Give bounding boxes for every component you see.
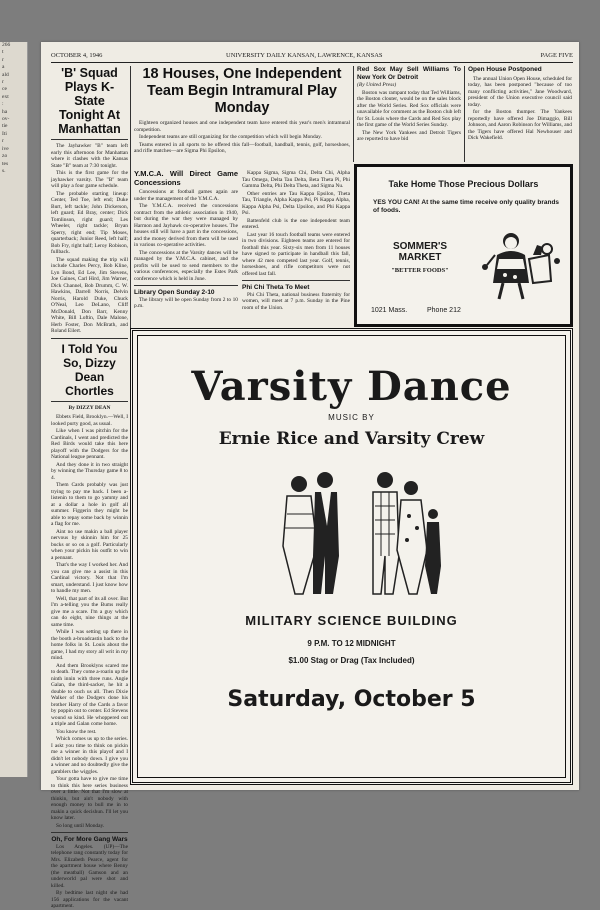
article-paragraph: Eighteen organized houses and one independent team have entered this year's men's intramural competition.: [134, 120, 350, 133]
ad-music-by: MUSIC BY: [328, 413, 375, 422]
column-open-house: [468, 66, 572, 162]
headline-dizzy-dean: I Told You So, Dizzy Dean Chortles: [61, 341, 118, 398]
varsity-dance-ad: [130, 328, 573, 785]
prev-page-text-fragment: s.: [2, 167, 6, 174]
article-paragraph: The library will be open Sunday from 2 to 10 p.m.: [134, 296, 238, 309]
column-red-sox: [357, 66, 461, 162]
ad-date: Saturday, October 5: [227, 687, 476, 712]
prev-page-text-fragment: 266: [2, 42, 11, 48]
article-paragraph: for the Boston thumper. The Yankees reportedly have offered Joe Dimaggio, Bill Johnson, and Aaron Robinson for Williams, and the Tigers have offered Hal Newhouser and Dick Wakefield.: [468, 109, 572, 141]
prev-page-text-fragment: r: [2, 56, 4, 63]
column-rule: [130, 66, 131, 328]
prev-page-text-fragment: :: [2, 101, 4, 108]
article-paragraph: That's the way I worked her. And you can give me a assist in this Cardinal victory. Not that I'm smart, understand. I just know how to handle my men.: [51, 562, 128, 594]
header-page-number: PAGE FIVE: [540, 52, 573, 59]
article-paragraph: Which comes us up to the series. I askt you time to think on pickin me a winner in this playof and I didn't let nobody down. I give you a winner and no doubtedly give the gamblers the wiggles.: [51, 736, 128, 775]
article-paragraph: Your gotta have to give me time to think this here series business over a little. Not that I'm slow at thinkin, but ain't nobody with enough money to bull me in to makin a quick decishun. I'll let you know later.: [51, 776, 128, 821]
prev-page-text-fragment: tes: [2, 160, 9, 167]
prev-page-text-fragment: a: [2, 64, 5, 71]
article-paragraph: Last year 16 touch football teams were entered in two divisions. Eighteen teams are entered for football this year. Sixty-six men from 11 houses have signed to participate in handball this fall, where 42 men competed last year. Golf, tennis, horseshoes, and rifle competitors were not offered last fall.: [242, 231, 350, 277]
article-paragraph: The concessions at the Varsity dances will be managed by the Y.M.C.A. cabinet, and the profits will be used to send members to the various conferences, especially the Estes Park conference which is held in June.: [134, 249, 238, 282]
headline-phi-chi-theta: Phi Chi Theta To Meet: [242, 284, 310, 291]
article-paragraph: Well, that part of its all over. But I'm a-telling you the Bums really give me a scare. I'm a guy which can do eight, nine things at the same time.: [51, 595, 128, 628]
newspaper-page: [41, 42, 579, 909]
prev-page-text-fragment: ext: [2, 93, 9, 100]
ad-market-name: SOMMER'S MARKET: [392, 241, 448, 263]
page-header: [51, 52, 573, 63]
column-rule: [353, 66, 354, 162]
headline-library: Library Open Sunday 2-10: [134, 289, 215, 296]
article-paragraph: The Jayhawker "B" team left early this afternoon for Manhattan where it clashes with the Kansas State "B" team at 7:30 tonight.: [51, 143, 128, 169]
ad-dance-title: Varsity Dance: [191, 363, 512, 410]
intramural-story: [134, 66, 350, 156]
prev-page-text-fragment: ive: [2, 145, 9, 152]
ad-band-name: Ernie Rice and Varsity Crew: [218, 429, 485, 449]
article-paragraph: By bedtime last night she had 156 applications for the vacant apartment.: [51, 890, 128, 909]
byline-united-press: (By United Press): [357, 82, 397, 88]
article-paragraph: Them Cards probably was just trying to pay me back. I been a-listenin to them to go yammy and at a dollar a hole in golf all summer. Figgerin they might be able to repay some back by winnin a flag for me.: [51, 482, 128, 527]
prev-page-text-fragment: ov-: [2, 116, 10, 123]
article-paragraph: You know the rest.: [56, 728, 97, 735]
prev-page-text-fragment: t: [2, 49, 4, 56]
ad-time: 9 P.M. TO 12 MIDNIGHT: [307, 639, 396, 648]
prev-page-text-fragment: zo: [2, 153, 8, 160]
article-paragraph: The Y.M.C.A. received the concessions contract from the athletic association in 1940, but during the war they were managed by Harmon and Jayhawk co-operative houses. The houses still will have a part in the concessions, and the money derived from them will be used in various co-operative activities.: [134, 203, 238, 248]
header-date: OCTOBER 4, 1946: [51, 52, 103, 59]
article-paragraph: Boston was rampant today that Ted Williams, the Boston clouter, would be on the sales block after the World Series. Red Sox officials were unavailable for comment as the Boston club left for St. Louis where the Cards and Red Sox play the first game of the World Series Sunday.: [357, 89, 461, 128]
article-paragraph: Phi Chi Theta, national business fraternity for women, will meet at 7 p.m. Sunday in the Pine room of the Union.: [242, 291, 350, 311]
article-paragraph: And they done it in two straight by winning the Thursday game 8 to 4.: [51, 461, 128, 481]
article-paragraph: Aint no use makin a ball player nervous by skinnin him for 25 bucks or so on a golf. Particularly when your pickin his outfit to win a pennant.: [51, 528, 128, 561]
ad-market-slogan: YES YOU CAN! At the same time receive only quality brands of foods.: [373, 199, 560, 214]
article-paragraph: Los Angeles. (UP)—The telephone rang constantly today for Mrs. Elizabeth Pearce, agent for the apartment house where Benny (the meatball) Gamson and an underworld pal were shot and killed.: [51, 843, 128, 889]
headline-ymca: Y.M.C.A. Will Direct Game Concessions: [134, 169, 238, 187]
article-paragraph: Other entries are Tau Kappa Epsilon, Theta Tau, Triangle, Alpha Kappa Psi, Pi Kappa Alpha, Kappa Alpha Psi, Delta Upsilon, and Phi Kappa Psi.: [242, 190, 350, 216]
article-paragraph: Ebbets Field, Brooklyn.—Well, I looked purty good, as usual.: [51, 414, 128, 427]
prev-page-text-fragment: r: [2, 138, 4, 145]
article-paragraph: The New York Yankees and Detroit Tigers are reported to have bid: [357, 129, 461, 142]
column-ymca: [134, 170, 238, 326]
prev-page-text-fragment: ald: [2, 71, 9, 78]
article-paragraph: The probable starting lineup: Center, Ted Toe, left end; Duke Burt, left tackle; John Dickerson, left guard; Ed Bray, center; Dick Tomlinson, right guard; Les Wheeler, right tackle; Bryan Sperry, right end; Tip Moses, quarterback; Junior Reed, left half; Bob Fry, right half; Leroy Robison, fullback.: [51, 190, 128, 255]
intramural-lead: [134, 120, 350, 155]
prev-page-text-fragment: ce: [2, 86, 7, 93]
ad-price: $1.00 Stag or Drag (Tax Included): [288, 656, 415, 665]
article-paragraph: The squad making the trip will include Charles Percy, Bob Kline, Lyn Bond, Ed Lee, Jim Stevens, Joe Gaines, Carl Hird, Jim Warner, Dick Channel, Bob Drumm, C. W. Hawkins, Darrell Norris, Delvin Norris, Harold Duke, Chuck O'Neal, Leo DeLano, Cliff McDonald, Don Barr, Kenny White, Bill Loftin, Dale Malone, Herb Foster, Don McBrath, and Roland Eilert.: [51, 256, 128, 334]
ad-market-tagline: "BETTER FOODS": [391, 267, 449, 274]
byline-dizzy-dean: By DIZZY DEAN: [68, 404, 111, 411]
headline-gang-wars: Oh, For More Gang Wars: [51, 836, 128, 843]
ad-market-address: 1021 Mass.: [371, 307, 408, 314]
ad-venue: MILITARY SCIENCE BUILDING: [245, 613, 458, 628]
article-paragraph: And them Brooklyns scared me to death. They come a-roarin up the ninth innin with three runs. Angie Galan, the third-sacker, he hit a double to ouch us all. Then Dixie Walker of the Dodgers done his brother Harry of the Cards a favor by poppin out to center. Ed Stevens wound so kind. He whoppered out a triple and Galan come home.: [51, 662, 128, 727]
ad-market-title: Take Home Those Precious Dollars: [388, 179, 539, 189]
article-paragraph: Teams entered in all sports to be offered this fall—football, handball, tennis, golf, horseshoes, and rifle matches—are Sigma Phi Epsilon,: [134, 141, 350, 154]
headline-red-sox: Red Sox May Sell Williams To New York Or Detroit: [357, 66, 461, 81]
headline-intramural: 18 Houses, One Independent Team Begin Intramural Play Monday: [142, 66, 342, 116]
article-paragraph: Battenfeld club is the one independent team entered.: [242, 217, 350, 230]
prev-page-text-fragment: r: [2, 79, 4, 86]
dancing-couples-illustration: [273, 466, 443, 596]
article-paragraph: Kappa Sigma, Sigma Chi, Delta Chi, Alpha Tau Omega, Delta Tau Delta, Beta Theta Pi, Phi Gamma Delta, Phi Delta Theta, and Sigma Nu.: [242, 170, 350, 189]
column-intramural-cont: [242, 170, 350, 326]
article-paragraph: While I was setting up there in the booth a-broadcastin back to the home folks in St. Louis about the game, I had my story all writ in my mind.: [51, 629, 128, 661]
ad-market-phone: Phone 212: [427, 307, 461, 314]
article-paragraph: The annual Union Open House, scheduled for today, has been postponed "because of too many conflicting activities," Jane Woodward, president of the Union executive council said today.: [468, 75, 572, 108]
headline-b-squad: 'B' Squad Plays K-State Tonight At Manhattan: [58, 66, 121, 136]
column-sports: [51, 66, 128, 909]
prev-page-text-fragment: tie: [2, 123, 8, 130]
shopper-illustration: [477, 225, 569, 305]
column-rule: [464, 66, 465, 162]
article-paragraph: Concessions at football games again are under the management of the Y.M.C.A.: [134, 189, 238, 202]
header-paper-name: UNIVERSITY DAILY KANSAN, LAWRENCE, KANSAS: [226, 52, 383, 59]
previous-page-edge: [0, 42, 28, 777]
headline-open-house: Open House Postponed: [468, 66, 542, 73]
article-paragraph: Independent teams are still organizing for the competition which will begin Monday.: [139, 134, 322, 140]
article-paragraph: This is the first game for the jayhawker varsity. The "B" team will play a four game schedule.: [51, 170, 128, 189]
article-paragraph: So long until Monday.: [56, 822, 105, 829]
article-paragraph: Like when I was pitchin for the Cardinals, I went and predicted the Red Birds would take this here playoff with the Dodgers for the National league pennant.: [51, 428, 128, 460]
prev-page-text-fragment: ha: [2, 108, 8, 115]
prev-page-text-fragment: Iti: [2, 130, 7, 137]
sommers-market-ad: [354, 164, 573, 327]
